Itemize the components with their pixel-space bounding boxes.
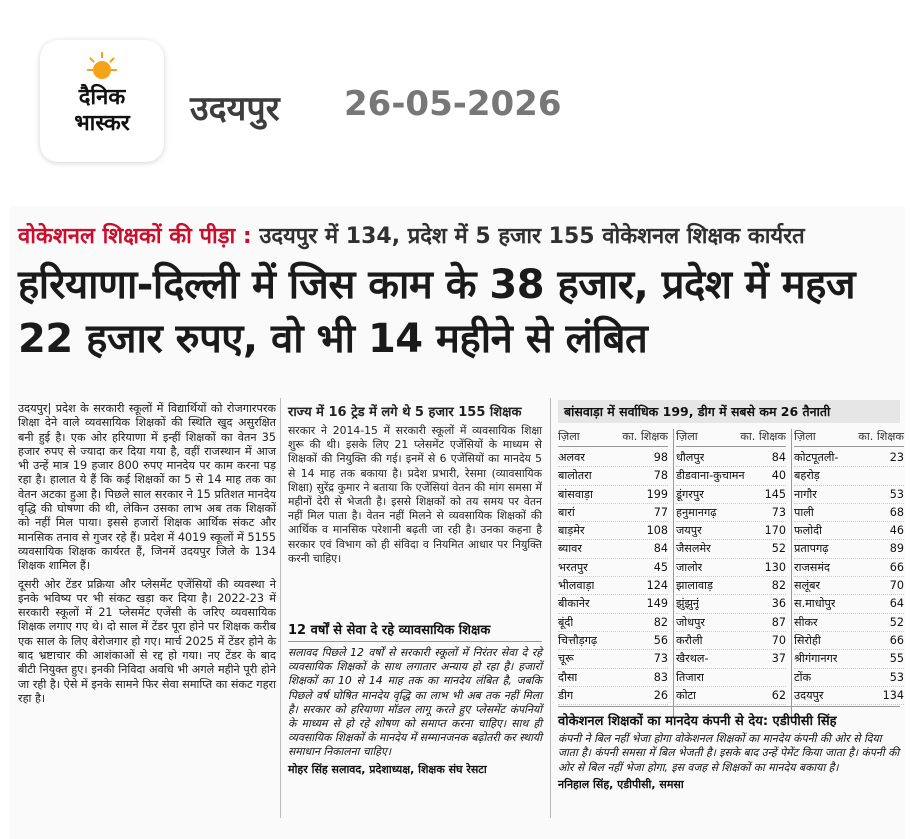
teacher-count: 73 <box>771 505 786 519</box>
logo-text-line2: भास्कर <box>74 111 130 136</box>
article-column-1 <box>18 402 276 710</box>
teacher-count: 108 <box>646 524 668 538</box>
main-headline: हरियाणा-दिल्ली में जिस काम के 38 हजार, प्रदेश में महज 22 हजार रुपए, वो भी 14 महीने से लंबित <box>18 262 856 362</box>
logo-text-line1: दैनिक <box>78 85 126 110</box>
table-row <box>558 449 668 467</box>
table-row <box>794 504 904 522</box>
dainik-bhaskar-logo[interactable] <box>40 40 164 162</box>
district-name: अलवर <box>558 451 585 464</box>
district-name: डीग <box>558 688 574 702</box>
district-name: झालावाड़ <box>676 579 713 593</box>
district-name: सलूंबर <box>794 579 821 593</box>
district-name: बारां <box>558 505 575 519</box>
table-row <box>794 650 904 668</box>
teacher-count: 199 <box>646 487 668 501</box>
district-name: दौसा <box>558 670 578 684</box>
table-row <box>676 577 786 595</box>
district-name: बहरोड़ <box>794 469 820 483</box>
sun-icon <box>84 52 120 82</box>
teacher-count: 46 <box>889 524 904 538</box>
table-row <box>676 449 786 467</box>
district-name: बीकानेर <box>558 597 590 611</box>
teacher-count: 53 <box>889 670 904 684</box>
district-name: डीडवाना-कुचामन <box>676 469 745 483</box>
table-row <box>794 632 904 650</box>
teacher-count: 84 <box>771 451 786 464</box>
district-name: सिरोही <box>794 633 821 647</box>
kicker-label: वोकेशनल शिक्षकों की पीड़ा : <box>18 224 252 249</box>
table-row <box>676 540 786 558</box>
quote-box <box>288 620 542 814</box>
district-name: बालोतरा <box>558 469 592 483</box>
table-separator <box>673 429 674 717</box>
district-table <box>558 400 904 717</box>
teacher-count: 98 <box>653 451 668 464</box>
table-row <box>794 687 904 705</box>
district-name: बूंदी <box>558 615 574 629</box>
district-name: प्रतापगढ़ <box>794 542 829 556</box>
teacher-count: 66 <box>889 633 904 647</box>
table-header-row <box>558 429 668 447</box>
district-name: कोटपूतली- <box>794 451 839 464</box>
teacher-count: 77 <box>653 505 668 519</box>
teacher-count: 78 <box>653 469 668 483</box>
district-name: जयपुर <box>676 524 702 538</box>
table-row <box>558 486 668 504</box>
quote-box-signature: मोहर सिंह सलावद, प्रदेशाध्यक्ष, शिक्षक संघ रेसटा <box>288 762 487 776</box>
table-row <box>676 650 786 668</box>
column-divider <box>280 398 281 818</box>
teacher-count: 87 <box>771 615 786 629</box>
district-name: कोटा <box>676 688 697 702</box>
table-row <box>558 522 668 540</box>
teacher-count: 70 <box>771 633 786 647</box>
official-statement <box>558 706 900 792</box>
table-row <box>558 614 668 632</box>
district-name: जालोर <box>676 560 703 574</box>
district-name: बांसवाड़ा <box>558 487 593 501</box>
district-name: झुंझुनूं <box>676 597 700 611</box>
teacher-count: 83 <box>653 670 668 684</box>
official-statement-body: कंपनी ने बिल नहीं भेजा होगा वोकेशनल शिक्षकों का मानदेय कंपनी की ओर से दिया जाता है। कंपनी समसा में बिल भेजती है। इसके बाद उन्हें पेमेंट किया जाता है। कंपनी की ओर से बिल नहीं भेजा होगा, इस वजह से शिक्षकों का मानदेय बकाया है। <box>558 732 900 774</box>
table-row <box>794 614 904 632</box>
table-row <box>676 559 786 577</box>
table-row <box>558 577 668 595</box>
table-row <box>676 486 786 504</box>
subhead-trades: राज्य में 16 ट्रेड में लगे थे 5 हजार 155 शिक्षक <box>288 405 522 420</box>
district-name: भीलवाड़ा <box>558 579 595 593</box>
count-header: का. शिक्षक <box>858 430 904 443</box>
table-row <box>794 522 904 540</box>
table-row <box>676 467 786 485</box>
teacher-count: 170 <box>764 524 786 538</box>
newspaper-clipping <box>10 206 905 839</box>
table-column-3 <box>794 429 904 705</box>
table-row <box>794 540 904 558</box>
teacher-count: 37 <box>771 652 786 666</box>
table-header-row <box>794 429 904 447</box>
district-header: ज़िला <box>794 430 816 443</box>
kicker-text: उदयपुर में 134, प्रदेश में 5 हजार 155 वोकेशनल शिक्षक कार्यरत <box>259 224 805 249</box>
table-row <box>794 559 904 577</box>
teacher-count: 66 <box>889 560 904 574</box>
table-row <box>558 632 668 650</box>
table-row <box>794 467 904 485</box>
table-row <box>794 669 904 687</box>
table-row <box>794 449 904 467</box>
district-name: हनुमानगढ़ <box>676 505 717 519</box>
table-row <box>794 577 904 595</box>
district-name: उदयपुर <box>794 688 824 702</box>
table-row <box>558 650 668 668</box>
district-name: नागौर <box>794 487 817 501</box>
district-name: खैरथल- <box>676 652 709 666</box>
table-row <box>676 522 786 540</box>
district-name: चूरू <box>558 652 574 666</box>
article-paragraph-2: दूसरी ओर टेंडर प्रक्रिया और प्लेसमेंट एजेंसियों की व्यवस्था ने इनके भविष्य पर भी संकट खड़ा कर दिया है। 2022-23 में सरकारी स्कूलों में 21 प्लेसमेंट एजेंसी के जरिए व्यवसायिक शिक्षक लगाए गए थे। दो साल में टेंडर पूरा होने पर शिक्षक करीब एक साल के लिए बेरोजगार हो गए। मार्च 2025 में टेंडर होने के बाद भ्रष्टाचार की आशंकाओं से रद्द हो गया। नए टेंडर के बाद बीटी नियुक्त हुए। इनकी निविदा अवधि भी अगले महीने पूरी होने जा रही है। ऐसे में इनके सामने फिर सेवा समाप्ति का संकट गहरा रहा है। <box>18 577 276 705</box>
table-row <box>558 467 668 485</box>
table-row <box>558 540 668 558</box>
district-table-columns <box>558 429 904 717</box>
table-row <box>676 614 786 632</box>
edition-date: 26-05-2026 <box>344 84 562 124</box>
table-header-row <box>676 429 786 447</box>
official-statement-heading: वोकेशनल शिक्षकों का मानदेय कंपनी से देय: एडीपीसी सिंह <box>558 706 900 729</box>
table-separator <box>791 429 792 717</box>
table-column-1 <box>558 429 668 705</box>
table-row <box>676 669 786 687</box>
table-row <box>558 504 668 522</box>
table-row <box>676 504 786 522</box>
count-header: का. शिक्षक <box>740 430 786 443</box>
district-name: बाड़मेर <box>558 524 585 538</box>
article-column-2 <box>288 402 542 566</box>
district-name: फलोदी <box>794 524 822 538</box>
district-header: ज़िला <box>558 430 580 443</box>
teacher-count: 70 <box>889 579 904 593</box>
table-row <box>558 669 668 687</box>
teacher-count: 23 <box>889 451 904 464</box>
district-table-heading: बांसवाड़ा में सर्वाधिक 199, डीग में सबसे कम 26 तैनाती <box>558 400 900 423</box>
district-name: तिजारा <box>676 670 704 684</box>
district-name: जोधपुर <box>676 615 706 629</box>
article-paragraph-1: उदयपुर| प्रदेश के सरकारी स्कूलों में विद्यार्थियों को रोजगारपरक शिक्षा देने वाले व्यवसायिक शिक्षकों की स्थिति खुद असुरक्षित बनी हुई है। एक ओर हरियाणा में इन्हीं शिक्षकों का वेतन 35 हजार रुपए से ज्यादा कर दिया गया है, वहीं राजस्थान में आज भी उन्हें मात्र 19 हजार 800 रुपए मानदेय पर काम करना पड़ रहा है। हालात ये हैं कि कई शिक्षकों का 5 से 14 माह तक का वेतन अटका हुआ है। पिछले साल सरकार ने 15 प्रतिशत मानदेय वृद्धि की घोषणा की थी, लेकिन उसका लाभ अब तक शिक्षकों को नहीं मिल पाया। इससे हजारों शिक्षक आर्थिक संकट और मानसिक तनाव से गुजर रहे हैं। प्रदेश में 4019 स्कूलों में 5155 व्यवसायिक शिक्षक कार्यरत हैं, जिनमें उदयपुर जिले के 134 शिक्षक शामिल हैं। <box>18 402 276 573</box>
table-row <box>558 595 668 613</box>
district-name: चित्तौड़गढ़ <box>558 633 598 647</box>
teacher-count: 53 <box>889 487 904 501</box>
teacher-count: 145 <box>764 487 786 501</box>
district-name: जैसलमेर <box>676 542 711 556</box>
teacher-count: 130 <box>764 560 786 574</box>
teacher-count: 149 <box>646 597 668 611</box>
quote-box-body: सलावद पिछले 12 वर्षों से सरकारी स्कूलों में निरंतर सेवा दे रहे व्यवसायिक शिक्षकों के साथ लगातार अन्याय हो रहा है। हजारों शिक्षकों का 10 से 14 माह तक का मानदेय लंबित है, जबकि पिछले वर्ष घोषित मानदेय वृद्धि का लाभ भी अब तक नहीं मिला है। सरकार को हरियाणा मॉडल लागू करते हुए प्लेसमेंट कंपनियों के माध्यम से हो रहे शोषण को समाप्त करना चाहिए। साथ ही व्यवसायिक शिक्षकों के मानदेय में सम्मानजनक बढ़ोतरी कर स्थायी समाधान निकालना चाहिए। <box>288 646 542 759</box>
table-row <box>794 486 904 504</box>
district-name: टोंक <box>794 670 812 684</box>
table-row <box>558 559 668 577</box>
count-header: का. शिक्षक <box>622 430 668 443</box>
teacher-count: 26 <box>653 688 668 702</box>
table-row <box>794 595 904 613</box>
table-row <box>676 595 786 613</box>
teacher-count: 73 <box>653 652 668 666</box>
district-name: करौली <box>676 633 703 647</box>
district-name: पाली <box>794 505 814 519</box>
teacher-count: 84 <box>653 542 668 556</box>
teacher-count: 89 <box>889 542 904 556</box>
teacher-count: 64 <box>889 597 904 611</box>
district-header: ज़िला <box>676 430 698 443</box>
district-name: स.माधोपुर <box>794 597 836 611</box>
edition-city: उदयपुर <box>190 89 280 129</box>
teacher-count: 52 <box>889 615 904 629</box>
district-name: डूंगरपुर <box>676 487 704 501</box>
teacher-count: 124 <box>646 579 668 593</box>
district-name: ब्यावर <box>558 542 582 556</box>
district-name: श्रीगंगानगर <box>794 652 838 666</box>
table-row <box>558 687 668 705</box>
teacher-count: 82 <box>771 579 786 593</box>
kicker-line <box>18 220 805 250</box>
teacher-count: 134 <box>882 688 904 702</box>
column-divider <box>550 398 551 818</box>
table-column-2 <box>676 429 786 705</box>
teacher-count: 45 <box>653 560 668 574</box>
district-name: सीकर <box>794 615 818 629</box>
table-row <box>676 632 786 650</box>
teacher-count: 36 <box>771 597 786 611</box>
district-name: धौलपुर <box>676 451 705 464</box>
table-row <box>676 687 786 705</box>
teacher-count: 62 <box>771 688 786 702</box>
district-name: राजसमंद <box>794 560 830 574</box>
official-statement-signature: ननिहाल सिंह, एडीपीसी, समसा <box>558 778 684 792</box>
teacher-count: 68 <box>889 505 904 519</box>
district-name: भरतपुर <box>558 560 588 574</box>
teacher-count: 52 <box>771 542 786 556</box>
teacher-count: 40 <box>771 469 786 483</box>
subhead-trades-body: सरकार ने 2014-15 में सरकारी स्कूलों में व्यवसायिक शिक्षा शुरू की थी। इसके लिए 21 प्लेसमेंट एजेंसियों के माध्यम से शिक्षकों की नियुक्ति की गई। इनमें से 6 एजेंसियों का मानदेय 5 से 14 माह तक बकाया है। प्रदेश प्रभारी, रेसमा (व्यावसायिक शिक्षा) सुरेंद्र कुमार ने बताया कि एजेंसियां वेतन की मांग समसा में महीनों देरी से भेजती है। इससे शिक्षकों को तय समय पर वेतन नहीं मिल पाता है। वेतन नहीं मिलने से व्यवसायिक शिक्षकों की आर्थिक व मानसिक परेशानी बढ़ती जा रही है। उनका कहना है सरकार एवं विभाग को ही संविदा व नियमित आधार पर नियुक्ति करनी चाहिए। <box>288 424 542 565</box>
teacher-count: 82 <box>653 615 668 629</box>
teacher-count: 56 <box>653 633 668 647</box>
quote-box-heading: 12 वर्षों से सेवा दे रहे व्यावसायिक शिक्षक <box>288 620 542 642</box>
teacher-count: 55 <box>889 652 904 666</box>
epaper-header <box>0 0 910 200</box>
